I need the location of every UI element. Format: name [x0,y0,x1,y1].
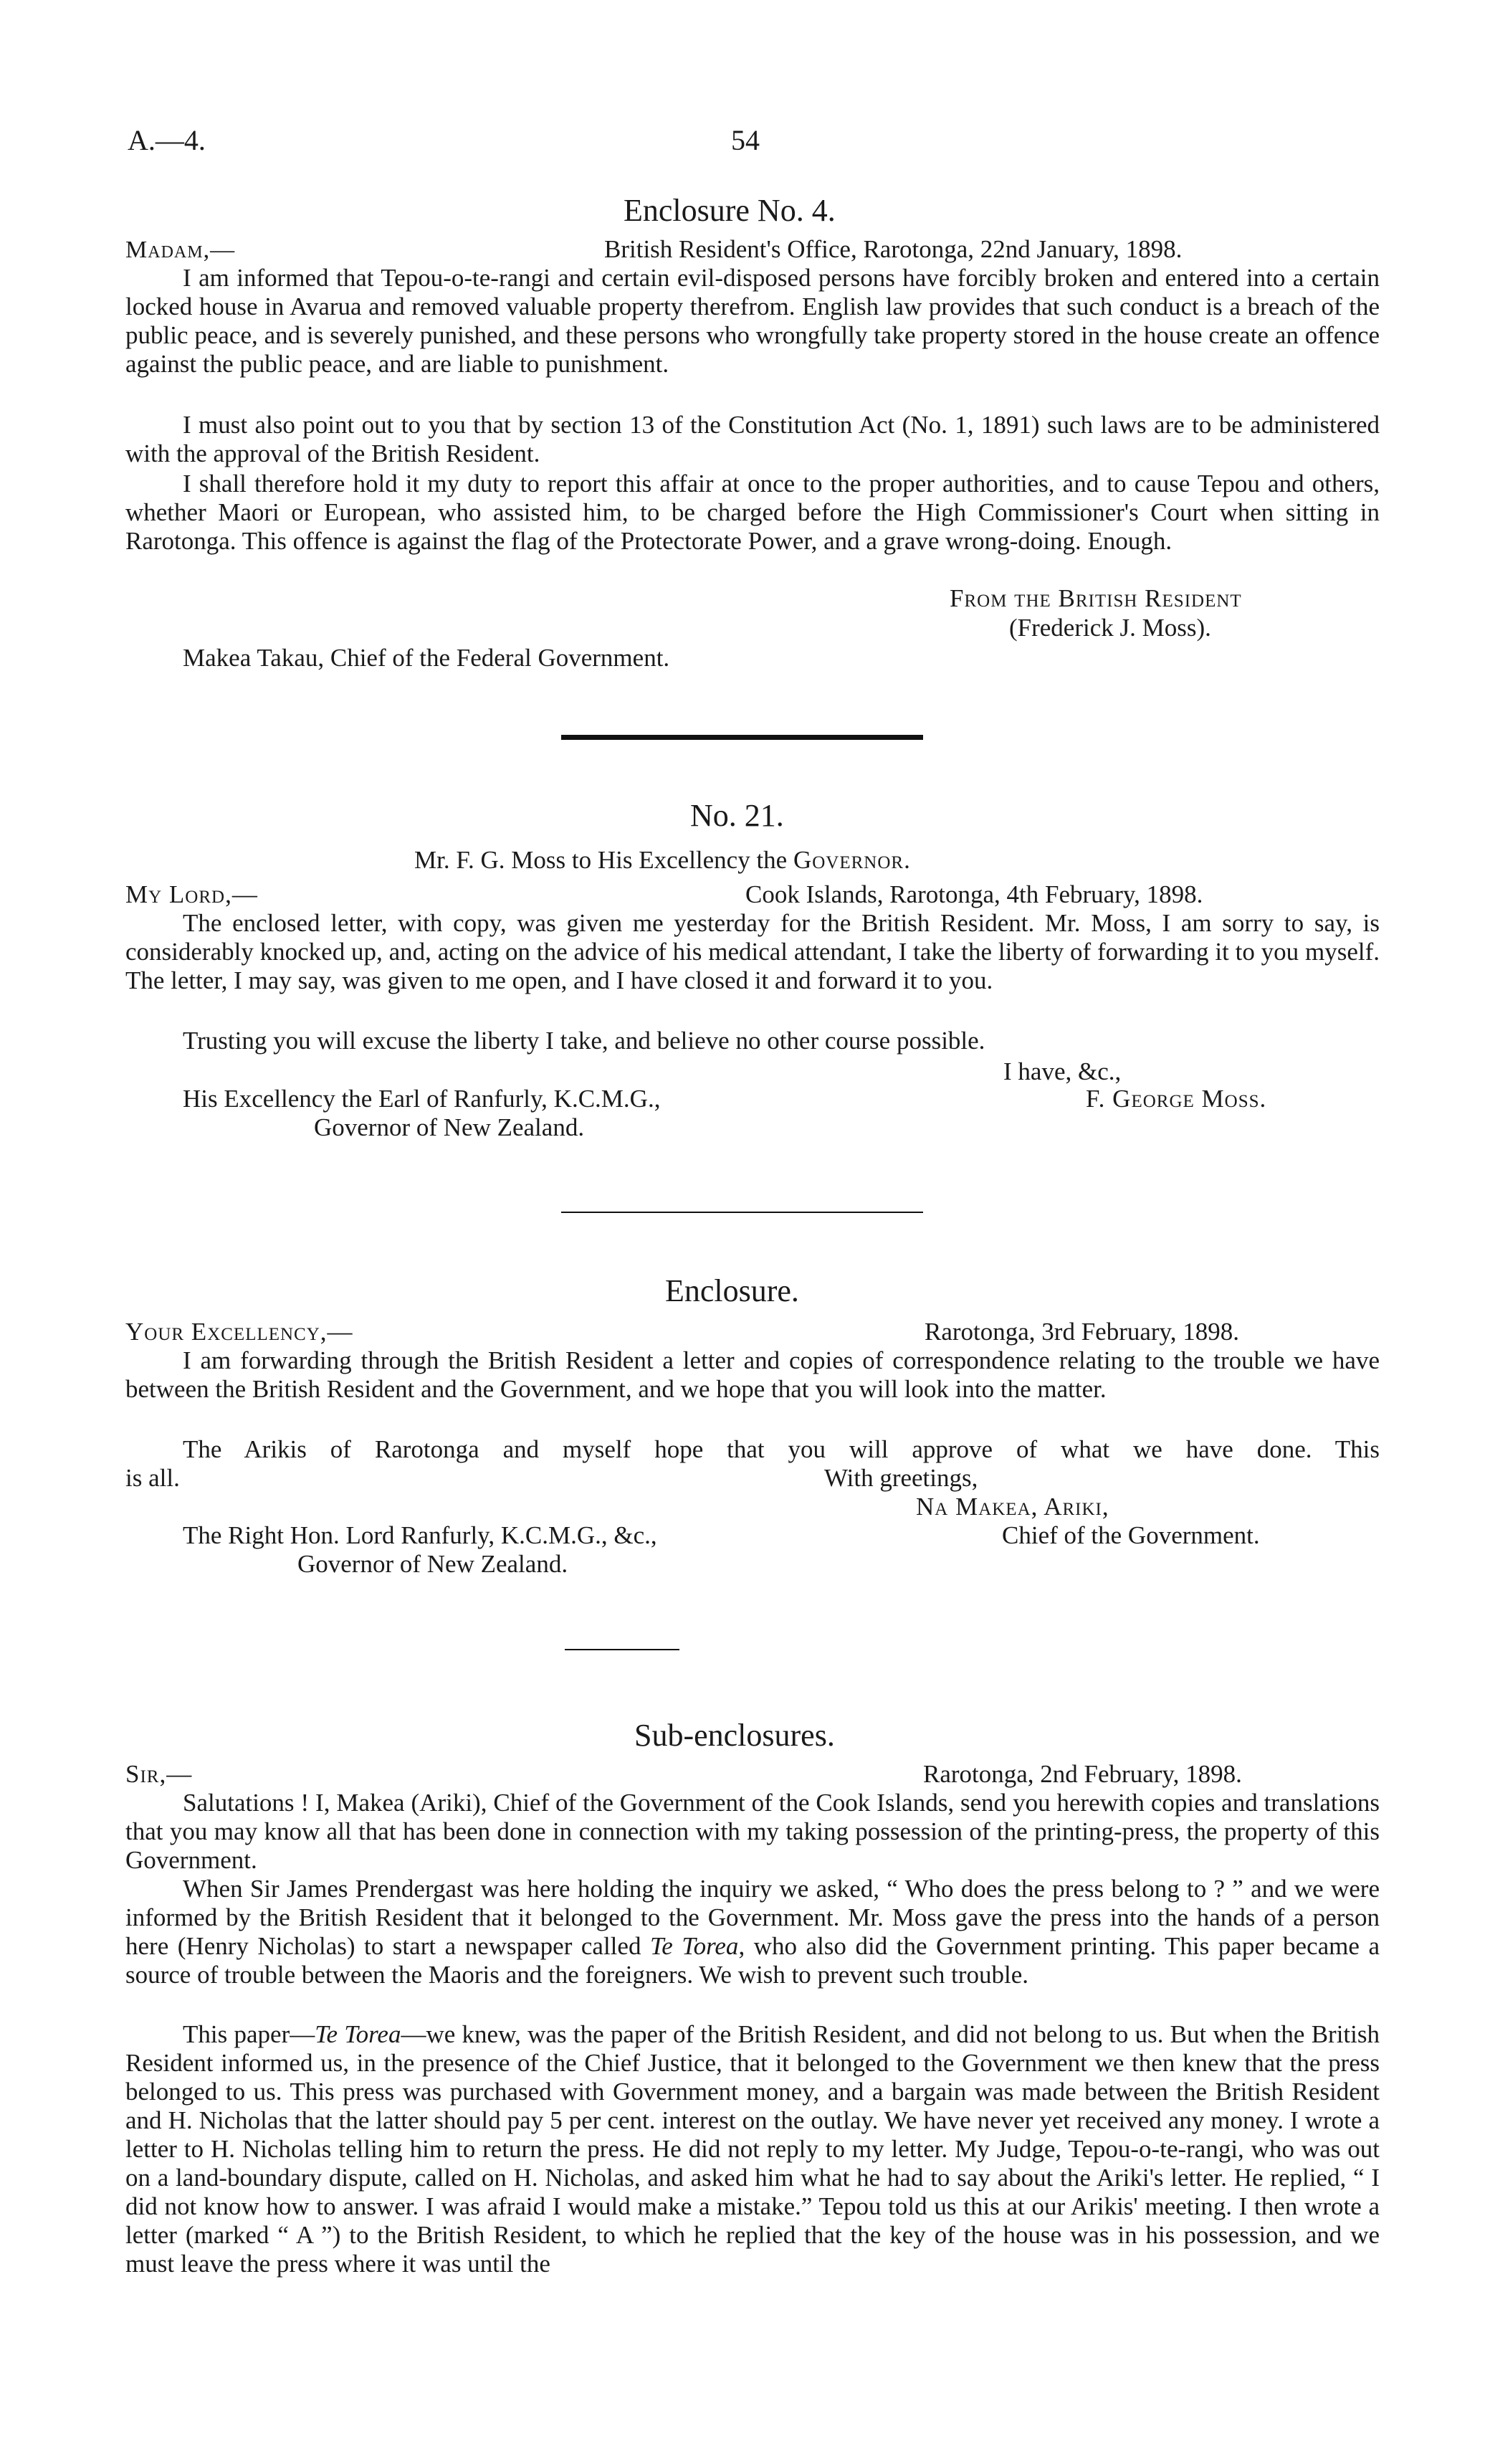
with-greetings: With greetings, [824,1464,978,1492]
subtitle-text: Mr. F. G. Moss to His Excellency the [414,846,793,874]
paragraph-enclosure-2b: is all. [125,1464,180,1492]
paragraph-no-21-1: The enclosed letter, with copy, was given me yesterday for the British Resident. Mr. Moss, I am sorry to say, is considerably knocked up, and, acting on the advice of his medical attendant, I take the liberty of forwarding it to you myself. The letter, I may say, was given to me open, and I have closed it and forward it to you. [125,909,1380,994]
salutation-sir: Sir,— [125,1760,193,1788]
paragraph-enclosure-4-2: I must also point out to you that by section 13 of the Constitution Act (No. 1, 1891) such laws are to be administered with the approval of the British Resident. [125,411,1380,467]
closing-i-have: I have, &c., [1003,1057,1122,1085]
addressee-makea-takau: Makea Takau, Chief of the Federal Government. [183,644,670,672]
paragraph-no-21-2: Trusting you will excuse the liberty I take, and believe no other course possible. [183,1027,985,1055]
section-title-no-21: No. 21. [690,798,784,833]
salutation-madam: Madam,— [125,237,236,263]
signer-title-chief: Chief of the Government. [1002,1521,1260,1549]
paragraph-sub-3-text-b: —we knew, was the paper of the British Resident, and did not belong to us. But when the British Resident informed us, in the presence of the Chief Justice, that it belonged to the Government we then knew that the press belonged to us. This press was purchased with Government money, and a bargain was made between the British Resident and H. Nicholas that the latter should pay 5 per cent. interest on the outlay. We have never yet received any money. I wrote a letter to H. Nicholas telling him to return the press. He did not reply to my letter. My Judge, Tepou-o-te-rangi, who was out on a land-boundary dispute, called on H. Nicholas, and asked him what he had to say about the Ariki's letter. He replied, “ I did not know how to answer. I was afraid I would make a mistake.” Tepou told us this at our Arikis' meeting. I then wrote a letter (marked “ A ”) to the British Resident, to which he replied that the key of the house was in his possession, and we must leave the press where it was until the [125,2020,1380,2278]
section-title-sub-enclosures: Sub-enclosures. [634,1718,835,1753]
signer-george-moss: F. George Moss. [1086,1085,1267,1113]
signer-na-makea: Na Makea, Ariki, [916,1493,1109,1521]
salutation-your-excellency: Your Excellency,— [125,1318,353,1346]
document-reference: A.—4. [128,124,206,156]
section-divider-thin [561,1212,923,1213]
addressee-governor-nz-2: Governor of New Zealand. [297,1550,568,1578]
section-divider-short [565,1649,679,1650]
section-divider-thick [561,735,923,740]
addressee-governor-nz-1: Governor of New Zealand. [314,1113,585,1141]
paragraph-enclosure-4-3: I shall therefore hold it my duty to report this affair at once to the proper authorities, and to cause Tepou and others, whether Maori or European, who assisted him, to be charged before the High Commissioner's Court when sitting in Rarotonga. This offence is against the flag of the Protectorate Power, and a grave wrong-doing. Enough. [125,470,1380,555]
paragraph-sub-3 [125,2020,1380,2278]
salutation-my-lord: My Lord,— [125,880,258,908]
paragraph-enclosure-2a: The Arikis of Rarotonga and myself hope that you will approve of what we have done. This [183,1435,1380,1463]
addressee-earl-ranfurly: His Excellency the Earl of Ranfurly, K.C.M.G., [183,1085,661,1113]
signer-frederick-moss: (Frederick J. Moss). [1009,614,1211,642]
letter-subtitle [414,846,911,875]
dateline-enclosure-4: British Resident's Office, Rarotonga, 22nd January, 1898. [604,235,1183,263]
subtitle-governor: Governor. [793,846,911,874]
dateline-no-21: Cook Islands, Rarotonga, 4th February, 1898. [745,880,1203,908]
section-title-enclosure: Enclosure. [665,1273,799,1308]
newspaper-title-te-torea-2: Te Torea [315,2020,401,2048]
newspaper-title-te-torea: Te Torea [649,1932,739,1960]
page-number: 54 [731,124,760,156]
paragraph-sub-2-text-b: , who also did the Government printing. This paper became a source of trouble between the Maoris and the foreigners. We wish to prevent such trouble. [125,1932,1380,1989]
paragraph-sub-2 [125,1875,1380,1989]
paragraph-sub-3-text-a: This paper— [183,2020,315,2048]
paragraph-enclosure-4-1: I am informed that Tepou-o-te-rangi and certain evil-disposed persons have forcibly broken and entered into a certain locked house in Avarua and removed valuable property therefrom. English law provides that such conduct is a breach of the public peace, and is severely punished, and these persons who wrongfully take property stored in the house create an offence against the public peace, and are liable to punishment. [125,264,1380,378]
paragraph-sub-2-text-a: When Sir James Prendergast was here holding the inquiry we asked, “ Who does the press belong to ? ” and we were informed by the British Resident that it belonged to the Government. Mr. Moss gave the press into the hands of a person here (Henry Nicholas) to start a newspaper called [125,1875,1380,1960]
paragraph-enclosure-1: I am forwarding through the British Resident a letter and copies of correspondence relating to the trouble we have between the British Resident and the Government, and we hope that you will look into the matter. [125,1346,1380,1403]
from-british-resident: From the British Resident [950,584,1242,612]
dateline-enclosure: Rarotonga, 3rd February, 1898. [925,1318,1240,1346]
addressee-lord-ranfurly: The Right Hon. Lord Ranfurly, K.C.M.G., &c., [183,1521,657,1549]
dateline-sub-enclosures: Rarotonga, 2nd February, 1898. [923,1760,1242,1788]
section-title-enclosure-4: Enclosure No. 4. [624,193,836,228]
paragraph-sub-1: Salutations ! I, Makea (Ariki), Chief of the Government of the Cook Islands, send you herewith copies and translations that you may know all that has been done in connection with my taking possession of the printing-press, the property of this Government. [125,1789,1380,1874]
